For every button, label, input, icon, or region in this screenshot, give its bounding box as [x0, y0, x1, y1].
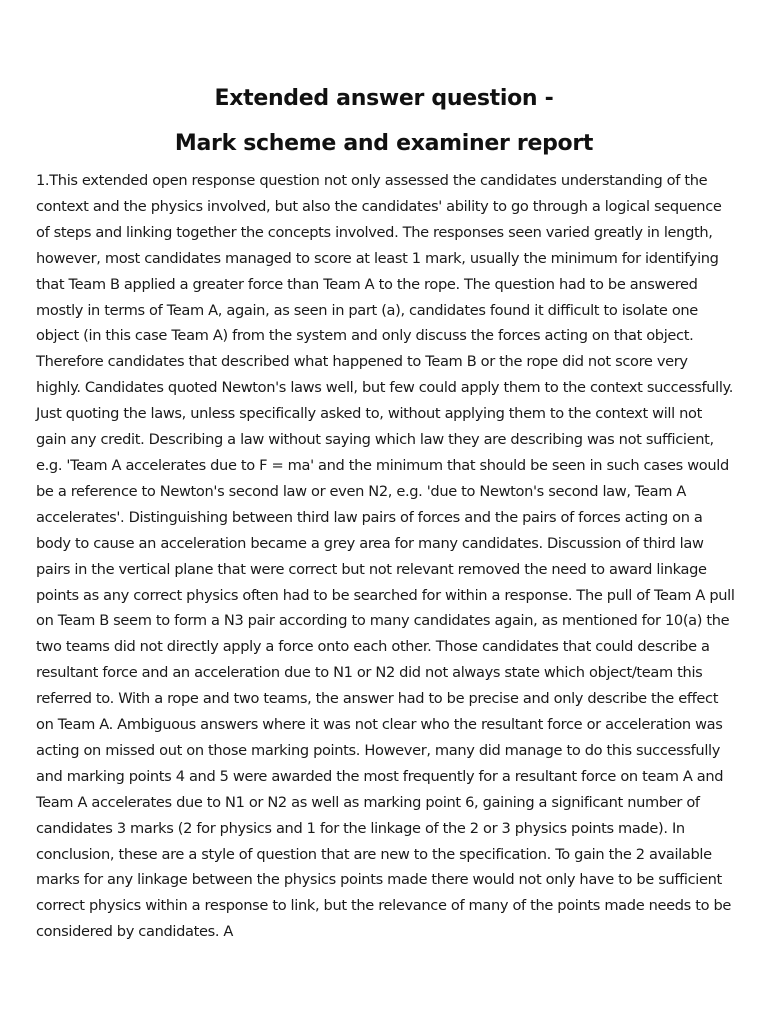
- title-line-2: Mark scheme and examiner report: [174, 131, 594, 156]
- document-title: [0, 76, 768, 166]
- title-line-1: Extended answer question -: [214, 86, 554, 111]
- examiner-report-paragraph: 1.This extended open response question not only assessed the candidates understanding of the context and the physics involved, but also the candidates' ability to go through a logical sequence of steps and linking together the concepts involved. The responses seen varied greatly in length, however, most candidates managed to score at least 1 mark, usually the minimum for identifying that Team B applied a greater force than Team A to the rope. The question had to be answered mostly in terms of Team A, again, as seen in part (a), candidates found it difficult to isolate one object (in this case Team A) from the system and only discuss the forces acting on that object. Therefore candidates that described what happened to Team B or the rope did not score very highly. Candidates quoted Newton's laws well, but few could apply them to the context successfully. Just quoting the laws, unless specifically asked to, without applying them to the context will not gain any credit. Describing a law without saying which law they are describing was not sufficient, e.g. 'Team A accelerates due to F = ma' and the minimum that should be seen in such cases would be a reference to Newton's second law or even N2, e.g. 'due to Newton's second law, Team A accelerates'. Distinguishing between third law pairs of forces and the pairs of forces acting on a body to cause an acceleration became a grey area for many candidates. Discussion of third law pairs in the vertical plane that were correct but not relevant removed the need to award linkage points as any correct physics often had to be searched for within a response. The pull of Team A pull on Team B seem to form a N3 pair according to many candidates again, as mentioned for 10(a) the two teams did not directly apply a force onto each other. Those candidates that could describe a resultant force and an acceleration due to N1 or N2 did not always state which object/team this referred to. With a rope and two teams, the answer had to be precise and only describe the effect on Team A. Ambiguous answers where it was not clear who the resultant force or acceleration was acting on missed out on those marking points. However, many did manage to do this successfully and marking points 4 and 5 were awarded the most frequently for a resultant force on team A and Team A accelerates due to N1 or N2 as well as marking point 6, gaining a significant number of candidates 3 marks (2 for physics and 1 for the linkage of the 2 or 3 physics points made). In conclusion, these are a style of question that are new to the specification. To gain the 2 available marks for any linkage between the physics points made there would not only have to be sufficient correct physics within a response to link, but the relevance of many of the points made needs to be considered by candidates. A: [36, 172, 735, 941]
